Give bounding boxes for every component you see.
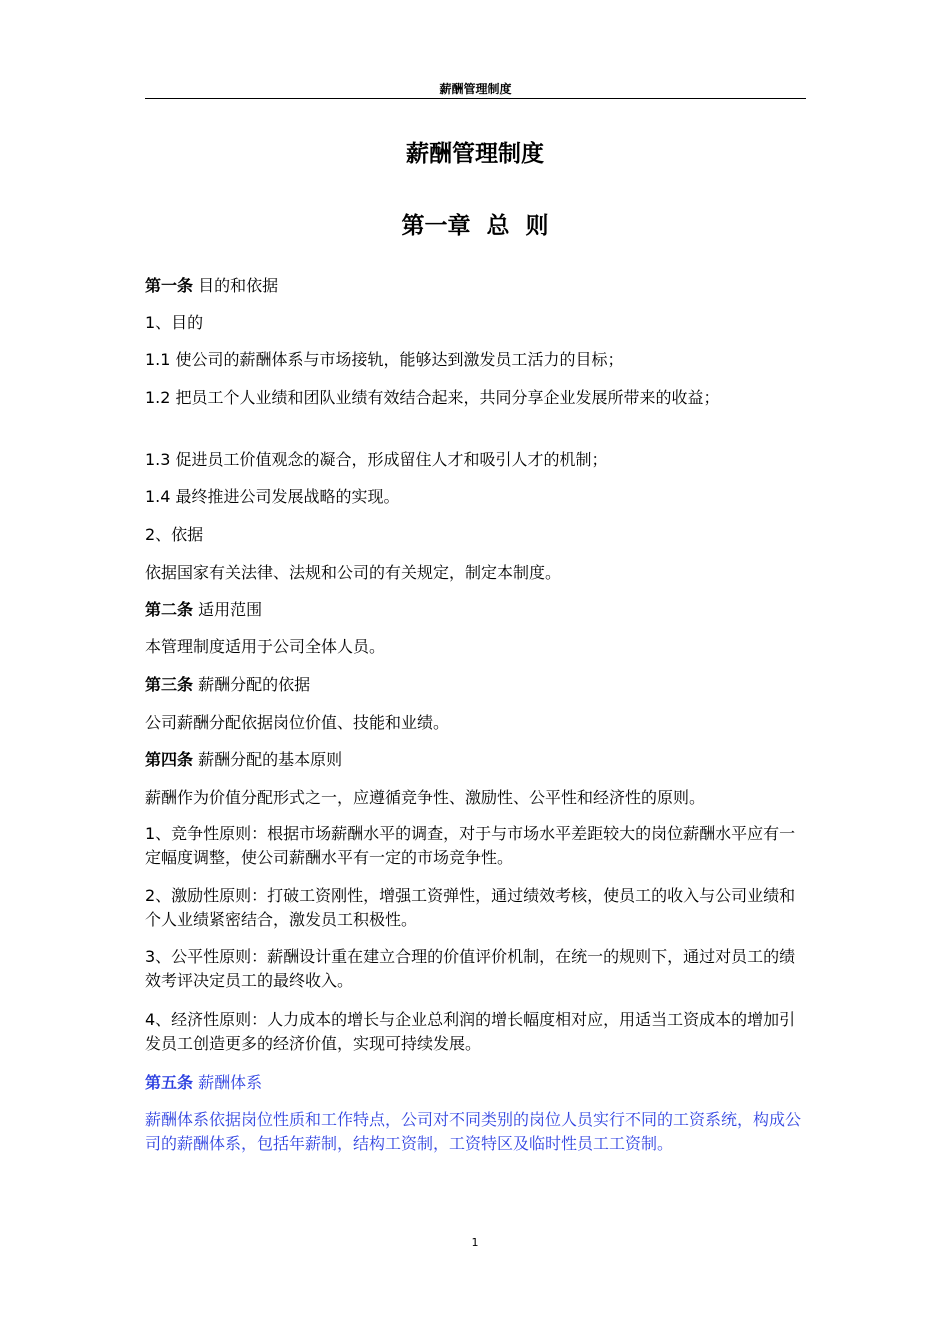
article-label: 第一条 xyxy=(145,276,194,295)
document-title: 薪酬管理制度 xyxy=(406,141,544,167)
chapter-title: 第一章 总 则 xyxy=(401,213,549,239)
paragraph: 本管理制度适用于公司全体人员。 xyxy=(145,637,386,656)
article-title: 薪酬分配的依据 xyxy=(198,675,311,694)
header-divider xyxy=(145,98,806,99)
article-label: 第二条 xyxy=(145,600,194,619)
article-3 xyxy=(145,673,310,697)
paragraph: 1.2 把员工个人业绩和团队业绩有效结合起来，共同分享企业发展所带来的收益； xyxy=(145,388,720,407)
article-label: 第四条 xyxy=(145,750,194,769)
article-1 xyxy=(145,274,278,298)
paragraph: 1.4 最终推进公司发展战略的实现。 xyxy=(145,487,400,506)
principle-item: 2、激励性原则：打破工资刚性，增强工资弹性，通过绩效考核，使员工的收入与公司业绩和个人业绩紧密结合，激发员工积极性。 xyxy=(145,886,796,929)
article-title: 目的和依据 xyxy=(198,276,279,295)
paragraph: 薪酬作为价值分配形式之一，应遵循竞争性、激励性、公平性和经济性的原则。 xyxy=(145,788,706,807)
section-heading: 2、依据 xyxy=(145,525,204,544)
article-5 xyxy=(145,1071,262,1095)
paragraph: 公司薪酬分配依据岗位价值、技能和业绩。 xyxy=(145,713,450,732)
paragraph: 1.1 使公司的薪酬体系与市场接轨，能够达到激发员工活力的目标； xyxy=(145,350,624,369)
article-4 xyxy=(145,748,342,772)
principle-item: 4、经济性原则：人力成本的增长与企业总利润的增长幅度相对应，用适当工资成本的增加引发员工创造更多的经济价值，实现可持续发展。 xyxy=(145,1010,796,1053)
principle-item: 1、竞争性原则：根据市场薪酬水平的调查，对于与市场水平差距较大的岗位薪酬水平应有一定幅度调整，使公司薪酬水平有一定的市场竞争性。 xyxy=(145,824,796,867)
principle-item: 3、公平性原则：薪酬设计重在建立合理的价值评价机制，在统一的规则下，通过对员工的绩效考评决定员工的最终收入。 xyxy=(145,947,796,990)
section-heading: 1、目的 xyxy=(145,313,204,332)
paragraph: 依据国家有关法律、法规和公司的有关规定，制定本制度。 xyxy=(145,563,562,582)
article-title: 薪酬分配的基本原则 xyxy=(198,750,343,769)
article-label: 第三条 xyxy=(145,675,194,694)
page-header: 薪酬管理制度 xyxy=(439,82,512,96)
article-label: 第五条 xyxy=(145,1073,194,1092)
page-number: 1 xyxy=(471,1236,479,1249)
article-title: 适用范围 xyxy=(198,600,263,619)
paragraph: 薪酬体系依据岗位性质和工作特点，公司对不同类别的岗位人员实行不同的工资系统，构成公司的薪酬体系，包括年薪制，结构工资制，工资特区及临时性员工工资制。 xyxy=(145,1110,802,1153)
article-title: 薪酬体系 xyxy=(198,1073,263,1092)
paragraph: 1.3 促进员工价值观念的凝合，形成留住人才和吸引人才的机制； xyxy=(145,450,608,469)
article-2 xyxy=(145,598,262,622)
